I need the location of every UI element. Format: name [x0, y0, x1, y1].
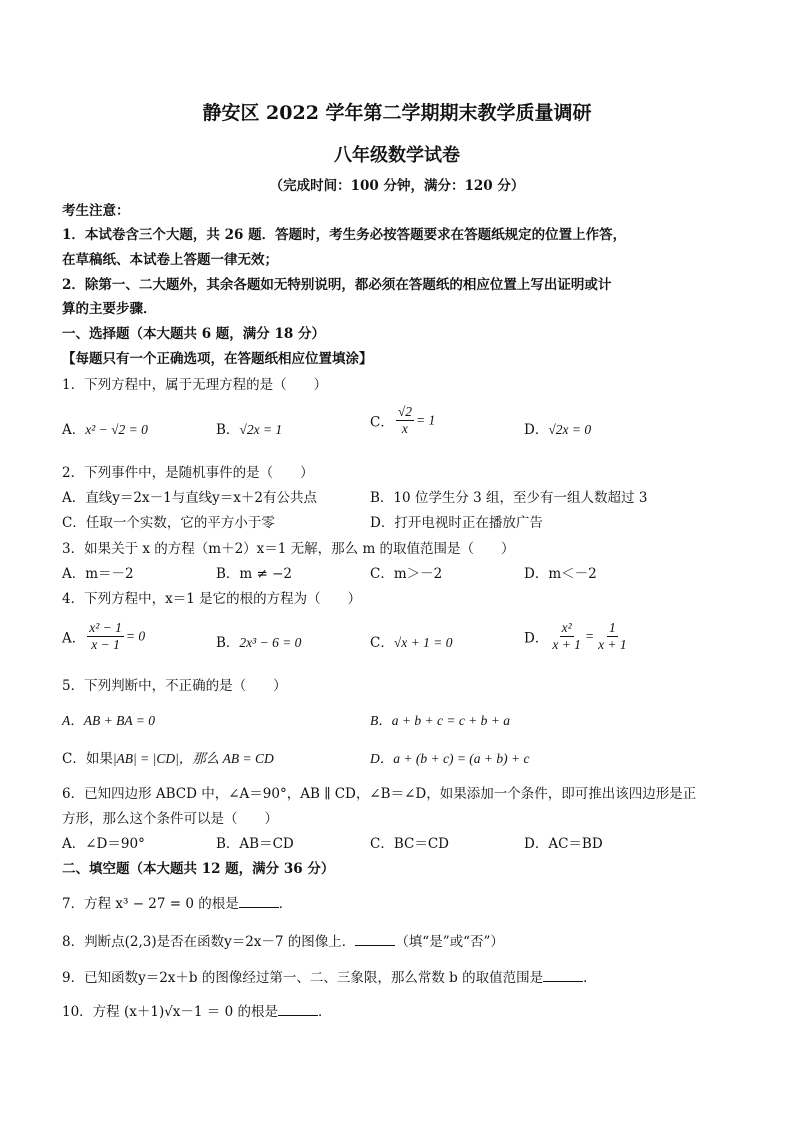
q4-option-d — [524, 620, 631, 653]
q4-option-c — [370, 631, 452, 651]
q8-answer-blank — [355, 933, 395, 946]
notice-item1-line1: 1．本试卷含三个大题，共 26 题．答题时，考生务必按答题要求在答题纸规定的位置上作答， — [62, 227, 627, 243]
q1-option-a — [62, 418, 148, 438]
q4-b-label: B． — [216, 635, 240, 651]
time-info: （完成时间：100 分钟，满分：120 分） — [269, 178, 525, 194]
q6-option-b: B．AB＝CD — [216, 836, 294, 852]
q7-answer-blank — [239, 895, 279, 908]
q4-d-fraction-right — [596, 620, 629, 653]
q4-c-expr: √x + 1 = 0 — [393, 635, 453, 650]
q6-option-d: D．AC＝BD — [524, 836, 603, 852]
q5-option-b: B．a + b + c = c + b + a — [370, 713, 511, 728]
q3-option-a: A．m＝－2 — [62, 566, 134, 582]
q4-option-b — [216, 631, 301, 651]
q2-stem: 2．下列事件中，是随机事件的是（ ） — [62, 465, 314, 481]
q9 — [62, 966, 597, 986]
q10-end: ． — [317, 1004, 332, 1020]
q1-d-label: D． — [524, 422, 549, 438]
q5-c-condition: |AB| = |CD| — [112, 751, 179, 766]
q8 — [62, 930, 504, 950]
q4-a-rest: = 0 — [125, 628, 146, 644]
q2-option-c: C．任取一个实数，它的平方小于零 — [62, 515, 275, 531]
section1-instruction: 【每题只有一个正确选项，在答题纸相应位置填涂】 — [62, 351, 373, 367]
q4-a-fraction — [87, 620, 124, 653]
q1-stem: 1．下列方程中，属于无理方程的是（ ） — [62, 377, 328, 393]
q5-stem: 5．下列判断中，不正确的是（ ） — [62, 678, 287, 694]
q2-option-a: A．直线y＝2x－1与直线y＝x＋2有公共点 — [62, 490, 317, 506]
q1-c-denominator: x — [401, 421, 408, 436]
q1-b-label: B． — [216, 422, 240, 438]
notice-item1-line2: 在草稿纸、本试卷上答题一律无效； — [62, 252, 278, 268]
notice-heading: 考生注意： — [62, 203, 130, 219]
q1-b-expr: √2x = 1 — [239, 422, 283, 437]
q1-d-expr: √2x = 0 — [548, 422, 592, 437]
q4-option-a — [62, 620, 145, 653]
q5-c-prefix: C．如果 — [62, 751, 113, 767]
section2-title: 二、填空题（本大题共 12 题，满分 36 分） — [62, 861, 335, 877]
q9-text: 9．已知函数y＝2x＋b 的图像经过第一、二、三象限，那么常数 b 的取值范围是 — [62, 970, 544, 986]
q1-a-label: A． — [62, 422, 86, 438]
q7-text: 7．方程 x³ − 27 = 0 的根是 — [62, 896, 239, 912]
q4-a-denominator: x − 1 — [91, 637, 120, 652]
q8-end: （填“是”或“否”） — [395, 934, 504, 950]
exam-title: 静安区 2022 学年第二学期期末教学质量调研 — [202, 102, 592, 124]
q4-c-label: C． — [370, 635, 394, 651]
q1-option-b — [216, 418, 282, 438]
q7 — [62, 892, 292, 912]
q6-option-a: A．∠D＝90° — [62, 836, 145, 852]
q4-d-label: D． — [524, 630, 549, 647]
section1-title: 一、选择题（本大题共 6 题，满分 18 分） — [62, 326, 325, 342]
q6-line1: 6．已知四边形 ABCD 中，∠A＝90°，AB ∥ CD，∠B＝∠D，如果添加一个条件，即可推出该四边形是正 — [62, 786, 697, 802]
q4-a-numerator: x² − 1 — [89, 620, 122, 635]
q4-d-numerator-left: x² — [561, 620, 572, 635]
q4-d-denominator-right: x + 1 — [598, 637, 627, 652]
q10-text: 10．方程 (x＋1)√x－1 ＝ 0 的根是 — [62, 1004, 278, 1020]
q5-option-a: A．AB + BA = 0 — [62, 713, 155, 728]
q3-stem: 3．如果关于 x 的方程（m＋2）x＝1 无解，那么 m 的取值范围是（ ） — [62, 541, 515, 557]
q6-option-c: C．BC＝CD — [370, 836, 449, 852]
q6-line2: 方形，那么这个条件可以是（ ） — [62, 811, 278, 827]
notice-item2-line2: 算的主要步骤． — [62, 301, 157, 317]
q5-option-d: D．a + (b + c) = (a + b) + c — [370, 751, 530, 766]
q2-option-b: B．10 位学生分 3 组，至少有一组人数超过 3 — [370, 490, 648, 506]
q5-c-conclusion: ，那么 AB = CD — [178, 751, 274, 766]
q4-b-expr: 2x³ − 6 = 0 — [239, 635, 302, 650]
q4-stem: 4．下列方程中，x＝1 是它的根的方程为（ ） — [62, 591, 362, 607]
q5-option-c — [62, 747, 274, 767]
q4-d-fraction-left — [550, 620, 583, 653]
q9-end: ． — [583, 970, 597, 986]
q7-end: ． — [278, 896, 293, 912]
q1-option-d — [524, 418, 591, 438]
q10-answer-blank — [278, 1003, 318, 1016]
q1-c-label: C． — [370, 414, 394, 431]
q4-d-numerator-right: 1 — [608, 620, 616, 635]
notice-item2-line1: 2．除第一、二大题外，其余各题如无特别说明，都必须在答题纸的相应位置上写出证明或计 — [62, 277, 612, 293]
q10 — [62, 1000, 331, 1020]
q2-option-d: D．打开电视时正在播放广告 — [370, 515, 543, 531]
q3-option-d: D．m＜－2 — [524, 566, 597, 582]
q4-d-equals: = — [584, 628, 595, 644]
q3-option-c: C．m＞－2 — [370, 566, 443, 582]
q1-c-rest: = 1 — [416, 412, 436, 428]
q9-answer-blank — [543, 969, 583, 982]
exam-subtitle: 八年级数学试卷 — [334, 145, 460, 166]
q1-c-numerator: √2 — [397, 404, 413, 419]
q4-d-denominator-left: x + 1 — [552, 637, 581, 652]
q8-text: 8．判断点(2,3)是否在函数y＝2x－7 的图像上． — [62, 934, 356, 950]
q3-option-b: B．m ≠ −2 — [216, 566, 293, 582]
q1-option-c — [370, 404, 435, 437]
q1-c-fraction — [396, 404, 414, 437]
q1-a-expr: x² − √2 = 0 — [85, 422, 148, 437]
q4-a-label: A． — [62, 630, 86, 647]
